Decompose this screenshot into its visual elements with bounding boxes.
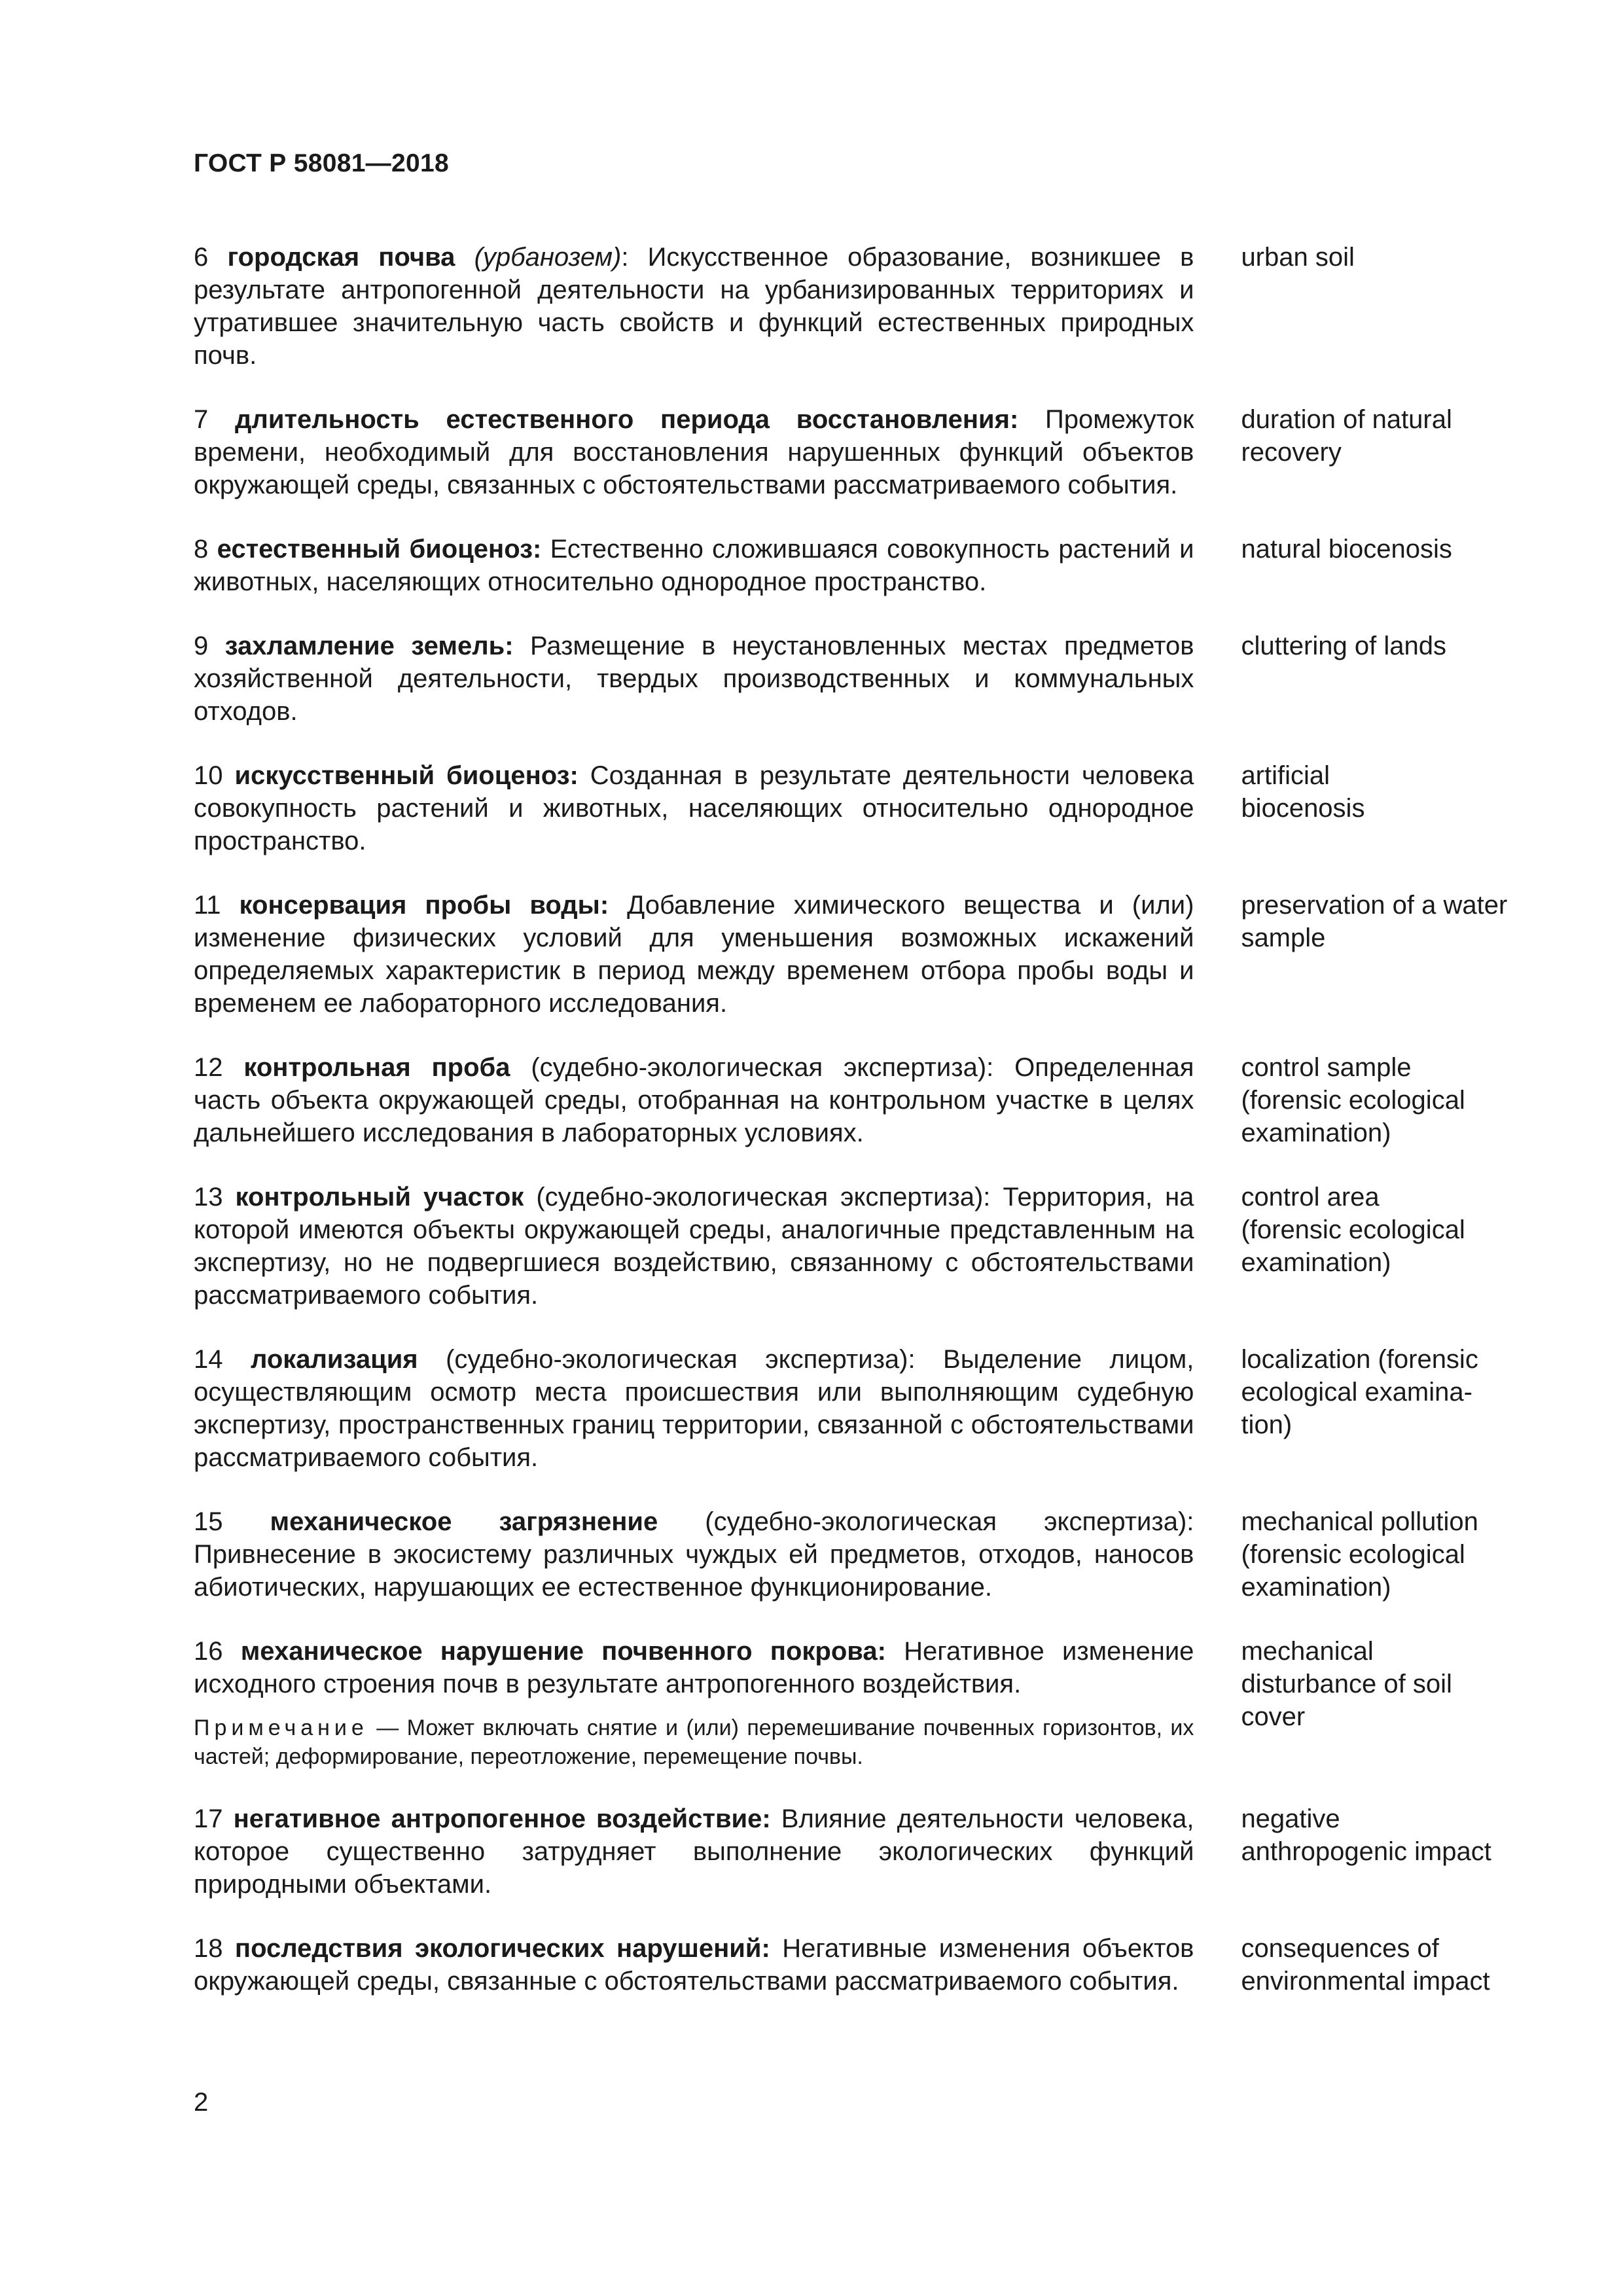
term-definition-text: : Выделение лицом, осуществляющим осмотр места происшествия или выполняющим судебную экспертизу, пространственных границ территории, связанной с обстоятельствами рассматриваемого события.: [194, 1345, 1194, 1472]
term-title: городская почва: [227, 243, 455, 272]
term-number: 6: [194, 243, 209, 272]
term-entry: [194, 1635, 1516, 1771]
terms-list: [194, 241, 1516, 2029]
term-english-equivalent: mechanical pollution (forensic ecological examination): [1241, 1507, 1478, 1602]
term-separator: [418, 1345, 446, 1374]
term-definition-ru: [194, 630, 1194, 728]
term-title: контрольный участок: [235, 1183, 524, 1211]
term-entry: [194, 1051, 1516, 1149]
term-qualifier: (судебно-экологическая экспертиза): [705, 1507, 1187, 1536]
term-entry: [194, 1803, 1516, 1901]
term-number: 14: [194, 1345, 223, 1374]
document-header: ГОСТ Р 58081—2018: [194, 149, 449, 177]
term-entry: [194, 759, 1516, 857]
term-english-equivalent: artificial biocenosis: [1241, 761, 1365, 823]
term-english-equivalent: control area (forensic ecological examination): [1241, 1183, 1465, 1277]
term-title: механическое загрязнение: [270, 1507, 658, 1536]
term-definition-ru: [194, 1803, 1194, 1901]
term-qualifier: (судебно-экологическая экспертиза): [446, 1345, 908, 1374]
term-number: 11: [194, 891, 221, 920]
term-english-equivalent: cluttering of lands: [1241, 632, 1446, 660]
term-number: 7: [194, 405, 209, 434]
term-qualifier: (судебно-экологическая экспертиза): [536, 1183, 984, 1211]
term-definition-text: Промежуток времени, необходимый для восстановления нарушенных функций объектов окружающей среды, связанных с обстоятельствами рассматриваемого события.: [194, 405, 1194, 499]
term-english-equivalent: natural biocenosis: [1241, 535, 1452, 564]
term-entry: [194, 241, 1516, 372]
term-definition-ru: [194, 403, 1194, 501]
term-entry: [194, 1932, 1516, 1998]
term-title: негативное антропогенное воздействие:: [233, 1804, 771, 1833]
term-definition-ru: [194, 1343, 1194, 1474]
term-title: локализация: [250, 1345, 418, 1374]
term-title: естественный биоценоз:: [217, 535, 542, 564]
term-definition-ru: [194, 1932, 1194, 1998]
term-definition-text: Размещение в неустановленных местах предметов хозяйственной деятельности, твердых производственных и коммунальных отходов.: [194, 632, 1194, 726]
term-definition-ru: [194, 533, 1194, 598]
term-definition-ru: [194, 759, 1194, 857]
term-definition-text: : Территория, на которой имеются объекты окружающей среды, аналогичные представленным на экспертизу, но не подвергшиеся воздействию, связанному с обстоятельствами рассматриваемого события.: [194, 1183, 1194, 1310]
term-number: 10: [194, 761, 223, 790]
term-title: длительность естественного периода восстановления:: [235, 405, 1019, 434]
term-definition-text: Негативное изменение исходного строения почв в результате антропогенного воздействия.: [194, 1637, 1194, 1698]
term-number: 15: [194, 1507, 223, 1536]
term-separator: [524, 1183, 536, 1211]
term-separator: [510, 1053, 531, 1082]
term-note: [194, 1713, 1194, 1771]
term-number: 12: [194, 1053, 223, 1082]
term-entry: [194, 1343, 1516, 1474]
term-number: 16: [194, 1637, 223, 1666]
term-definition-ru: [194, 241, 1194, 372]
note-text: — Может включать снятие и (или) перемешивание почвенных горизонтов, их частей; деформирование, переотложение, перемещение почвы.: [194, 1715, 1194, 1769]
term-entry: [194, 1505, 1516, 1604]
term-definition-ru: [194, 1051, 1194, 1149]
term-definition-text: : Привнесение в экосистему различных чуждых ей предметов, отходов, наносов абиотических, нарушающих ее естественное функционирование.: [194, 1507, 1194, 1602]
term-title: искусственный биоценоз:: [234, 761, 579, 790]
term-qualifier: (урбанозем): [474, 243, 622, 272]
term-entry: [194, 1181, 1516, 1312]
term-definition-text: : Искусственное образование, возникшее в результате антропогенной деятельности на урбанизированных территориях и утратившее значительную часть свойств и функций естественных природных почв.: [194, 243, 1194, 370]
term-english-equivalent: consequences of environmental impact: [1241, 1934, 1490, 1996]
term-number: 8: [194, 535, 209, 564]
term-definition-ru: [194, 889, 1194, 1020]
term-definition-ru: [194, 1635, 1194, 1771]
term-definition-text: Влияние деятельности человека, которое существенно затрудняет выполнение экологических функций природными объектами.: [194, 1804, 1194, 1899]
page-number: 2: [194, 2088, 209, 2117]
term-number: 18: [194, 1934, 223, 1963]
term-title: последствия экологических нарушений:: [234, 1934, 770, 1963]
term-definition-text: Негативные изменения объектов окружающей среды, связанные с обстоятельствами рассматриваемого события.: [194, 1934, 1194, 1996]
term-number: 17: [194, 1804, 223, 1833]
term-english-equivalent: negative anthropogenic impact: [1241, 1804, 1491, 1866]
term-definition-text: Созданная в результате деятельности человека совокупность растений и животных, населяющих относительно однородное пространство.: [194, 761, 1194, 855]
term-title: механическое нарушение почвенного покрова:: [240, 1637, 886, 1666]
term-entry: [194, 403, 1516, 501]
term-english-equivalent: urban soil: [1241, 243, 1355, 272]
term-entry: [194, 630, 1516, 728]
term-definition-ru: [194, 1505, 1194, 1604]
term-qualifier: (судебно-экологическая экспертиза): [531, 1053, 987, 1082]
term-english-equivalent: preservation of a water sample: [1241, 891, 1508, 952]
note-label: Примечание: [194, 1715, 368, 1740]
term-number: 9: [194, 632, 209, 660]
term-definition-text: Добавление химического вещества и (или) изменение физических условий для уменьшения возможных искажений определяемых характеристик в период между временем отбора пробы воды и временем ее лабораторного исследования.: [194, 891, 1194, 1018]
term-english-equivalent: mechanical disturbance of soil cover: [1241, 1637, 1452, 1731]
term-english-equivalent: duration of natural recovery: [1241, 405, 1452, 467]
term-title: контрольная проба: [243, 1053, 510, 1082]
term-english-equivalent: localization (forensic ecological examina- tion): [1241, 1345, 1478, 1439]
term-entry: [194, 533, 1516, 598]
term-separator: [658, 1507, 705, 1536]
term-title: консервация пробы воды:: [239, 891, 609, 920]
term-english-equivalent: control sample (forensic ecological examination): [1241, 1053, 1465, 1147]
term-separator: [455, 243, 474, 272]
term-definition-text: : Определенная часть объекта окружающей среды, отобранная на контрольном участке в целях дальнейшего исследования в лабораторных условиях.: [194, 1053, 1194, 1147]
term-definition-text: Естественно сложившаяся совокупность растений и животных, населяющих относительно однородное пространство.: [194, 535, 1194, 596]
term-definition-ru: [194, 1181, 1194, 1312]
term-number: 13: [194, 1183, 223, 1211]
term-entry: [194, 889, 1516, 1020]
term-title: захламление земель:: [224, 632, 514, 660]
